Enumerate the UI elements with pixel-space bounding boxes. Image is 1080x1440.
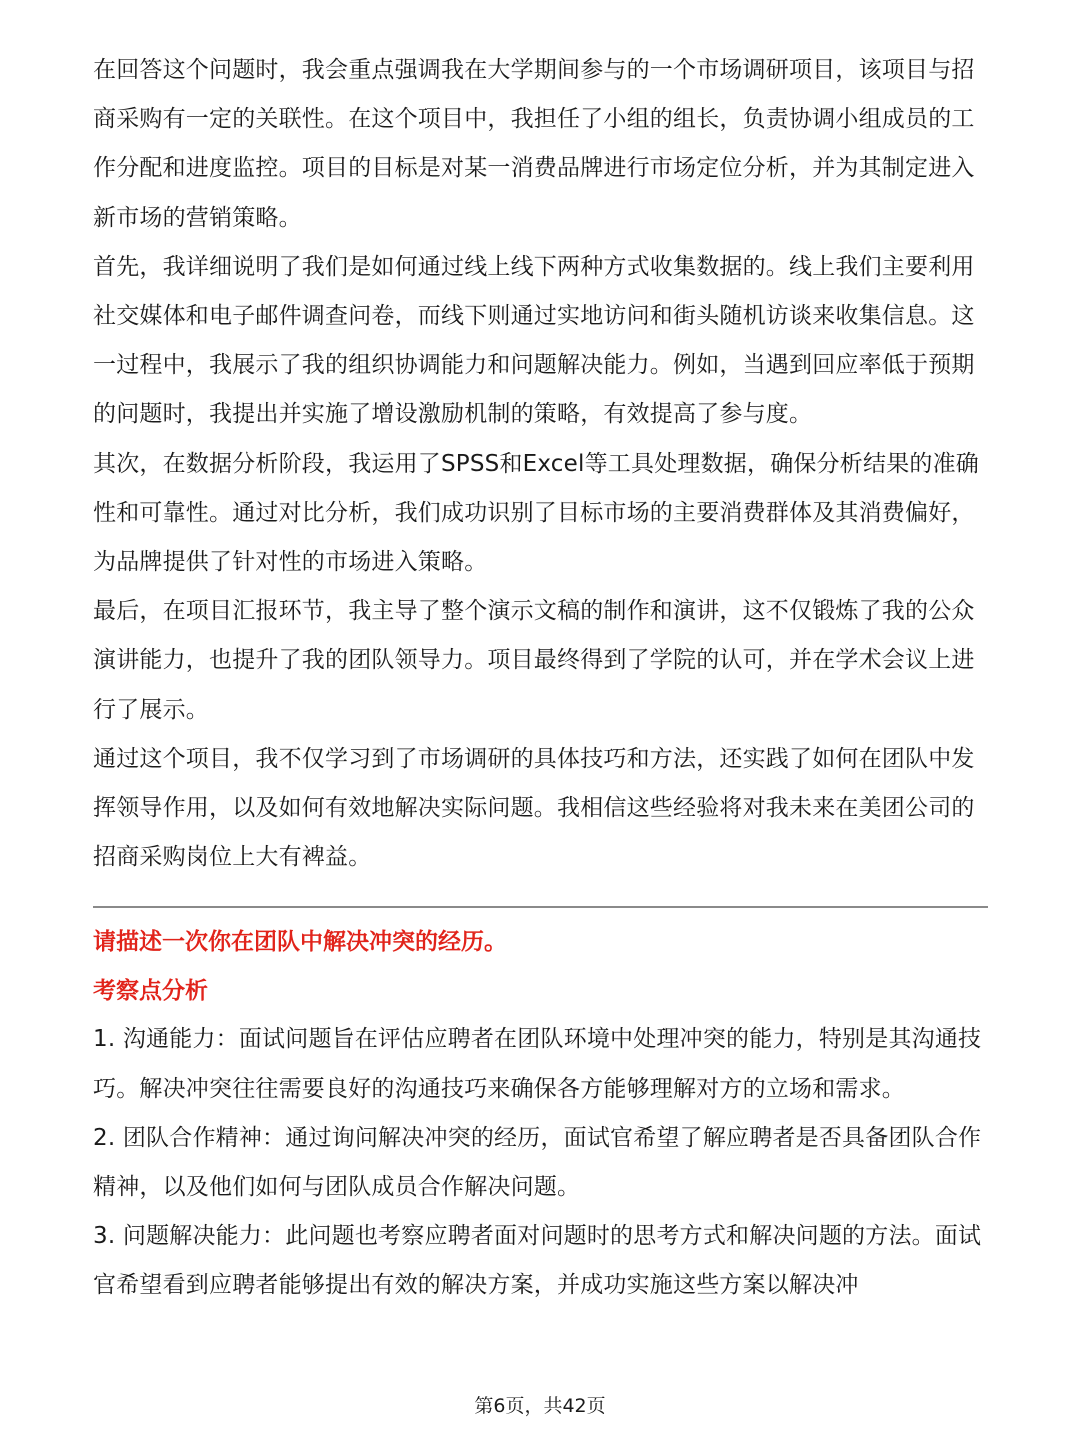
analysis-point: 3. 问题解决能力：此问题也考察应聘者面对问题时的思考方式和解决问题的方法。面试官希望看到应聘者能够提出有效的解决方案，并成功实施这些方案以解决冲 [93, 1223, 982, 1299]
analysis-heading: 考察点分析 [93, 978, 208, 1005]
analysis-point: 2. 团队合作精神：通过询问解决冲突的经历，面试官希望了解应聘者是否具备团队合作精神，以及他们如何与团队成员合作解决问题。 [93, 1124, 982, 1201]
answer-paragraph: 最后，在项目汇报环节，我主导了整个演示文稿的制作和演讲，这不仅锻炼了我的公众演讲能力，也提升了我的团队领导力。项目最终得到了学院的认可，并在学术会议上进行了展示。 [93, 598, 975, 723]
answer-paragraph: 其次，在数据分析阶段，我运用了SPSS和Excel等工具处理数据，确保分析结果的准确性和可靠性。通过对比分析，我们成功识别了目标市场的主要消费群体及其消费偏好，为品牌提供了针对性的市场进入策略。 [93, 450, 979, 576]
page-number: 第6页，共42页 [474, 1395, 606, 1417]
answer-paragraph: 首先，我详细说明了我们是如何通过线上线下两种方式收集数据的。线上我们主要利用社交媒体和电子邮件调查问卷，而线下则通过实地访问和街头随机访谈来收集信息。这一过程中，我展示了我的组织协调能力和问题解决能力。例如，当遇到回应率低于预期的问题时，我提出并实施了增设激励机制的策略，有效提高了参与度。 [93, 253, 975, 428]
document-page [93, 46, 988, 1311]
answer-paragraph: 在回答这个问题时，我会重点强调我在大学期间参与的一个市场调研项目，该项目与招商采购有一定的关联性。在这个项目中，我担任了小组的组长，负责协调小组成员的工作分配和进度监控。项目的目标是对某一消费品牌进行市场定位分析，并为其制定进入新市场的营销策略。 [93, 57, 975, 231]
section-divider [93, 906, 988, 908]
interview-question: 请描述一次你在团队中解决冲突的经历。 [93, 929, 507, 956]
answer-paragraph: 通过这个项目，我不仅学习到了市场调研的具体技巧和方法，还实践了如何在团队中发挥领导作用，以及如何有效地解决实际问题。我相信这些经验将对我未来在美团公司的招商采购岗位上大有裨益。 [93, 745, 975, 871]
analysis-point: 1. 沟通能力：面试问题旨在评估应聘者在团队环境中处理冲突的能力，特别是其沟通技巧。解决冲突往往需要良好的沟通技巧来确保各方能够理解对方的立场和需求。 [93, 1026, 982, 1102]
